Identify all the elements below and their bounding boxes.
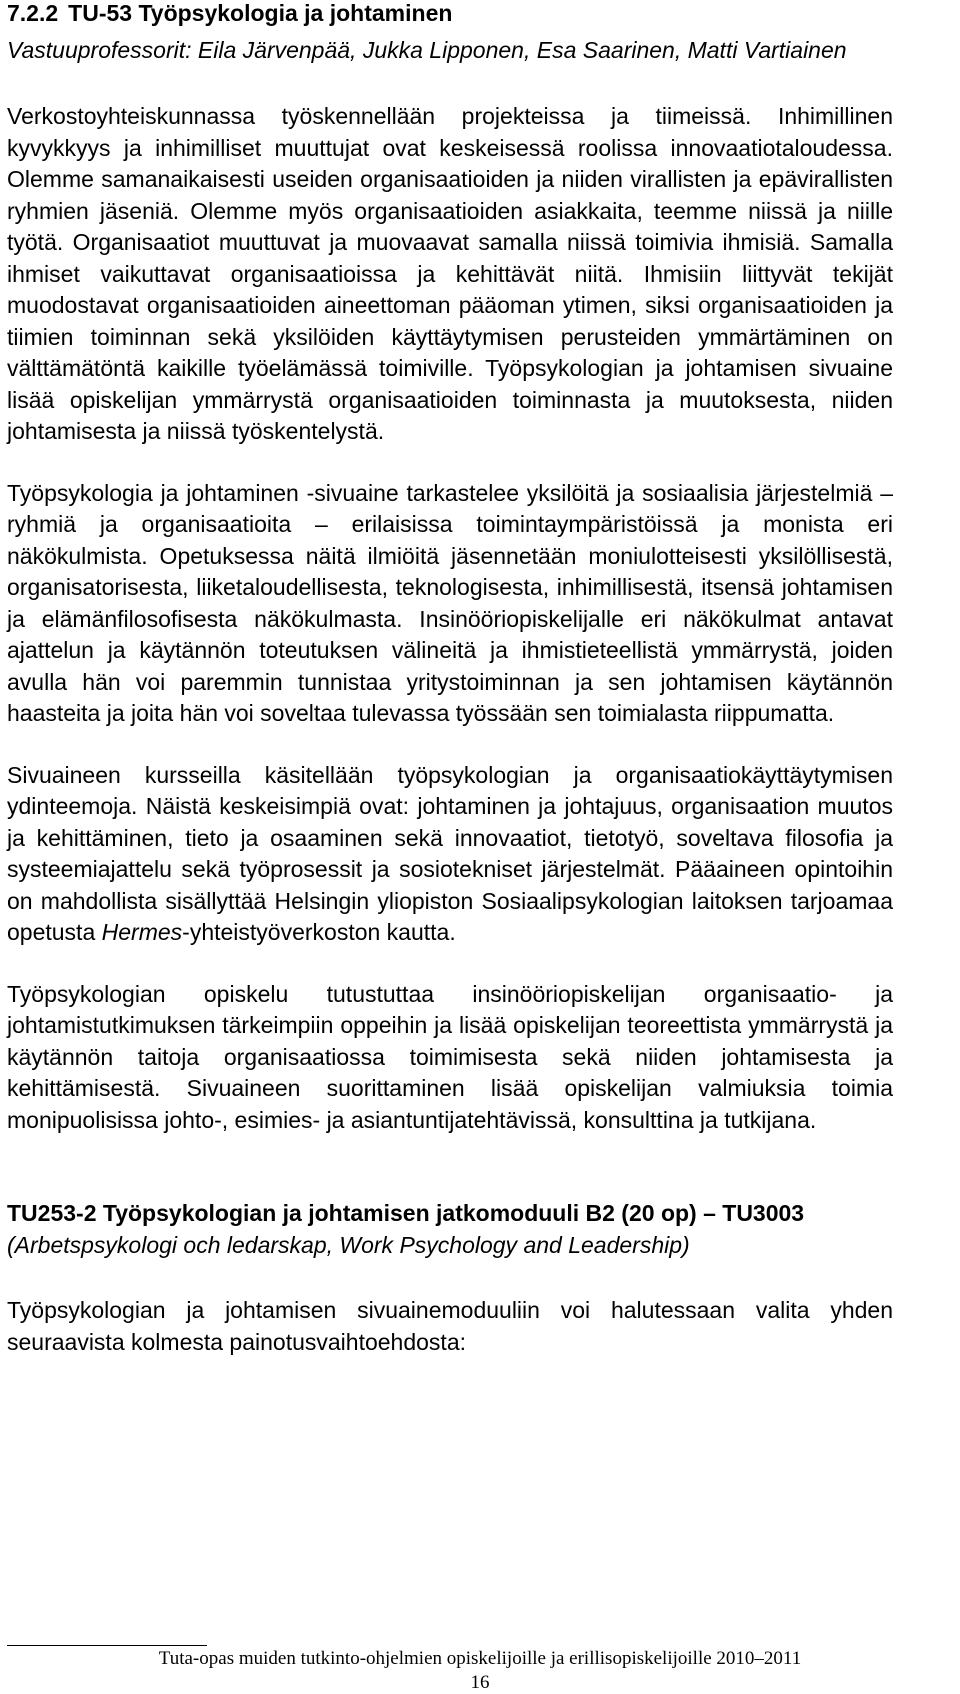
section-number: 7.2.2 [7,0,59,26]
section-heading [7,0,893,26]
document-page [7,0,893,1358]
paragraph-courses-text-end: -yhteistyöverkoston kautta. [182,919,456,945]
footer-divider [7,1645,207,1646]
section-title: TU-53 Työpsykologia ja johtaminen [68,0,453,26]
page-number: 16 [470,1672,490,1693]
module-subtitle: (Arbetspsykologi och ledarskap, Work Psychology and Leadership) [7,1231,690,1258]
module-heading: TU253-2 Työpsykologian ja johtamisen jatkomoduuli B2 (20 op) – TU3003 [7,1200,805,1226]
paragraph-options: Työpsykologian ja johtamisen sivuainemoduuliin voi halutessaan valita yhden seuraavista kolmesta painotusvaihtoehdosta: [7,1297,893,1355]
paragraph-courses [7,760,893,949]
responsible-professors: Vastuuprofessorit: Eila Järvenpää, Jukka Lipponen, Esa Saarinen, Matti Vartiainen [7,37,847,63]
paragraph-outcomes: Työpsykologian opiskelu tutustuttaa insinööriopiskelijan organisaatio- ja johtamistutkimuksen tärkeimpiin oppeihin ja lisää opiskelijan teoreettista ymmärrystä ja käytännön taitoja organisaatiossa toimimisesta sekä niiden johtamisesta ja kehittämisestä. Sivuaineen suorittaminen lisää opiskelijan valmiuksia toimia monipuolisissa johto-, esimies- ja asiantuntijatehtävissä, konsulttina ja tutkijana. [7,980,893,1133]
paragraph-courses-text: Sivuaineen kursseilla käsitellään työpsykologian ja organisaatiokäyttäytymisen ydinteemoja. Näistä keskeisimpiä ovat: johtaminen ja johtajuus, organisaation muutos ja kehittäminen, tieto ja osaaminen sekä innovaatiot, tietotyö, soveltava filosofia ja systeemiajattelu sekä työprosessit ja sosiotekniset järjestelmät. Pääaineen opintoihin on mahdollista sisällyttää Helsingin yliopiston Sosiaalipsykologian laitoksen tarjoamaa opetusta [7,761,893,945]
footer-text: Tuta-opas muiden tutkinto-ohjelmien opiskelijoille ja erillisopiskelijoille 2010–2011 [158,1648,802,1669]
paragraph-intro: Verkostoyhteiskunnassa työskennellään projekteissa ja tiimeissä. Inhimillinen kyvykkyys ja inhimilliset muuttujat ovat keskeisessä roolissa innovaatiotaloudessa. Olemme samanaikaisesti useiden organisaatioiden ja niiden virallisten ja epävirallisten ryhmien jäseniä. Olemme myös organisaatioiden asiakkaita, teemme niissä ja niille työtä. Organisaatiot muuttuvat ja muovaavat samalla niissä toimivia ihmisiä. Samalla ihmiset vaikuttavat organisaatioissa ja kehittävät niitä. Ihmisiin liittyvät tekijät muodostavat organisaatioiden aineettoman pääoman ytimen, siksi organisaatioiden ja tiimien toiminnan sekä yksilöiden käyttäytymisen perusteiden ymmärtäminen on välttämätöntä kaikille työelämässä toimiville. Työpsykologian ja johtamisen sivuaine lisää opiskelijan ymmärrystä organisaatioiden toiminnasta ja muutoksesta, niiden johtamisesta ja niissä työskentelystä. [7,103,893,444]
paragraph-perspectives: Työpsykologia ja johtaminen -sivuaine tarkastelee yksilöitä ja sosiaalisia järjestelmiä – ryhmiä ja organisaatioita – erilaisissa toimintaympäristöissä ja monista eri näkökulmista. Opetuksessa näitä ilmiöitä jäsennetään moniulotteisesti yksilöllisestä, organisatorisesta, liiketaloudellisesta, teknologisesta, inhimillisestä, itsensä johtamisen ja elämänfilosofisesta näkökulmasta. Insinööriopiskelijalle eri näkökulmat antavat ajattelun ja käytännön toteutuksen välineitä ja ihmistieteellistä ymmärrystä, joiden avulla hän voi paremmin tunnistaa yritystoiminnan ja sen johtamisen käytännön haasteita ja joita hän voi soveltaa tulevassa työssään sen toimialasta riippumatta. [7,479,893,726]
hermes-network-name: Hermes [101,919,183,945]
